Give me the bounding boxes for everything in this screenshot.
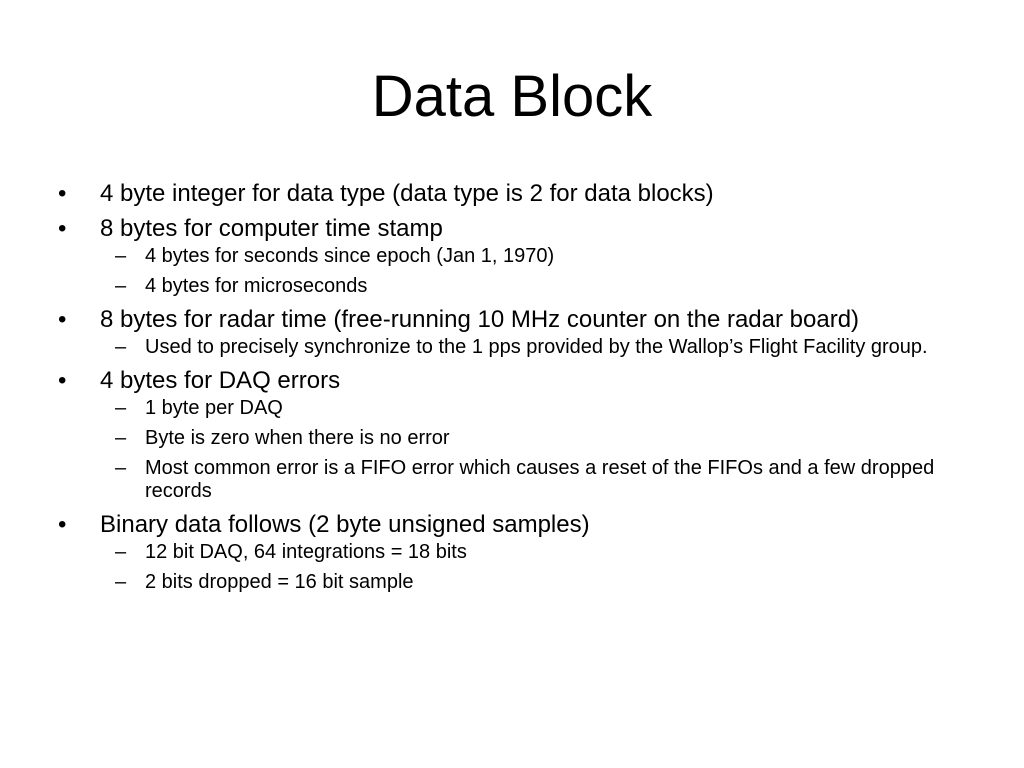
bullet-item — [58, 215, 958, 298]
bullet-marker: • — [58, 306, 67, 333]
bullet-item — [58, 180, 958, 207]
sub-bullet-marker: – — [115, 336, 127, 358]
sub-bullet-marker: – — [115, 275, 127, 297]
sub-bullet-text: 4 bytes for microseconds — [145, 275, 368, 297]
bullet-marker: • — [58, 511, 67, 538]
slide-title: Data Block — [371, 64, 653, 129]
sub-bullet-item — [100, 275, 958, 298]
sub-bullet-text: 1 byte per DAQ — [145, 397, 283, 419]
sub-bullet-item — [100, 245, 958, 268]
sub-bullet-item — [100, 336, 958, 359]
sub-bullet-marker: – — [115, 397, 127, 419]
sub-bullet-item — [100, 571, 958, 594]
sub-bullet-text: 4 bytes for seconds since epoch (Jan 1, 1970) — [145, 245, 555, 267]
bullet-list — [58, 180, 958, 594]
bullet-marker: • — [58, 180, 67, 207]
sub-bullet-text: Used to precisely synchronize to the 1 pps provided by the Wallop’s Flight Facility group. — [145, 336, 928, 358]
bullet-text: 8 bytes for computer time stamp — [100, 215, 443, 242]
sub-bullet-marker: – — [115, 571, 127, 593]
bullet-item — [58, 367, 958, 503]
bullet-text: 4 bytes for DAQ errors — [100, 367, 341, 394]
sub-bullet-list — [100, 245, 958, 298]
sub-bullet-item — [100, 427, 958, 450]
bullet-text: Binary data follows (2 byte unsigned samples) — [100, 511, 590, 538]
sub-bullet-marker: – — [115, 245, 127, 267]
sub-bullet-list — [100, 541, 958, 594]
sub-bullet-list — [100, 397, 958, 503]
sub-bullet-item — [100, 397, 958, 420]
bullet-marker: • — [58, 215, 67, 242]
sub-bullet-list — [100, 336, 958, 359]
sub-bullet-item — [100, 541, 958, 564]
sub-bullet-item — [100, 457, 958, 503]
bullet-item — [58, 306, 958, 359]
bullet-text: 8 bytes for radar time (free-running 10 MHz counter on the radar board) — [100, 306, 860, 333]
bullet-marker: • — [58, 367, 67, 394]
sub-bullet-text: Byte is zero when there is no error — [145, 427, 450, 449]
sub-bullet-marker: – — [115, 427, 127, 449]
bullet-text: 4 byte integer for data type (data type is 2 for data blocks) — [100, 180, 714, 207]
bullet-item — [58, 511, 958, 594]
sub-bullet-text: 12 bit DAQ, 64 integrations = 18 bits — [145, 541, 467, 563]
sub-bullet-text: 2 bits dropped = 16 bit sample — [145, 571, 414, 593]
sub-bullet-text: Most common error is a FIFO error which causes a reset of the FIFOs and a few dropped records — [145, 457, 935, 502]
sub-bullet-marker: – — [115, 541, 127, 563]
sub-bullet-marker: – — [115, 457, 127, 479]
